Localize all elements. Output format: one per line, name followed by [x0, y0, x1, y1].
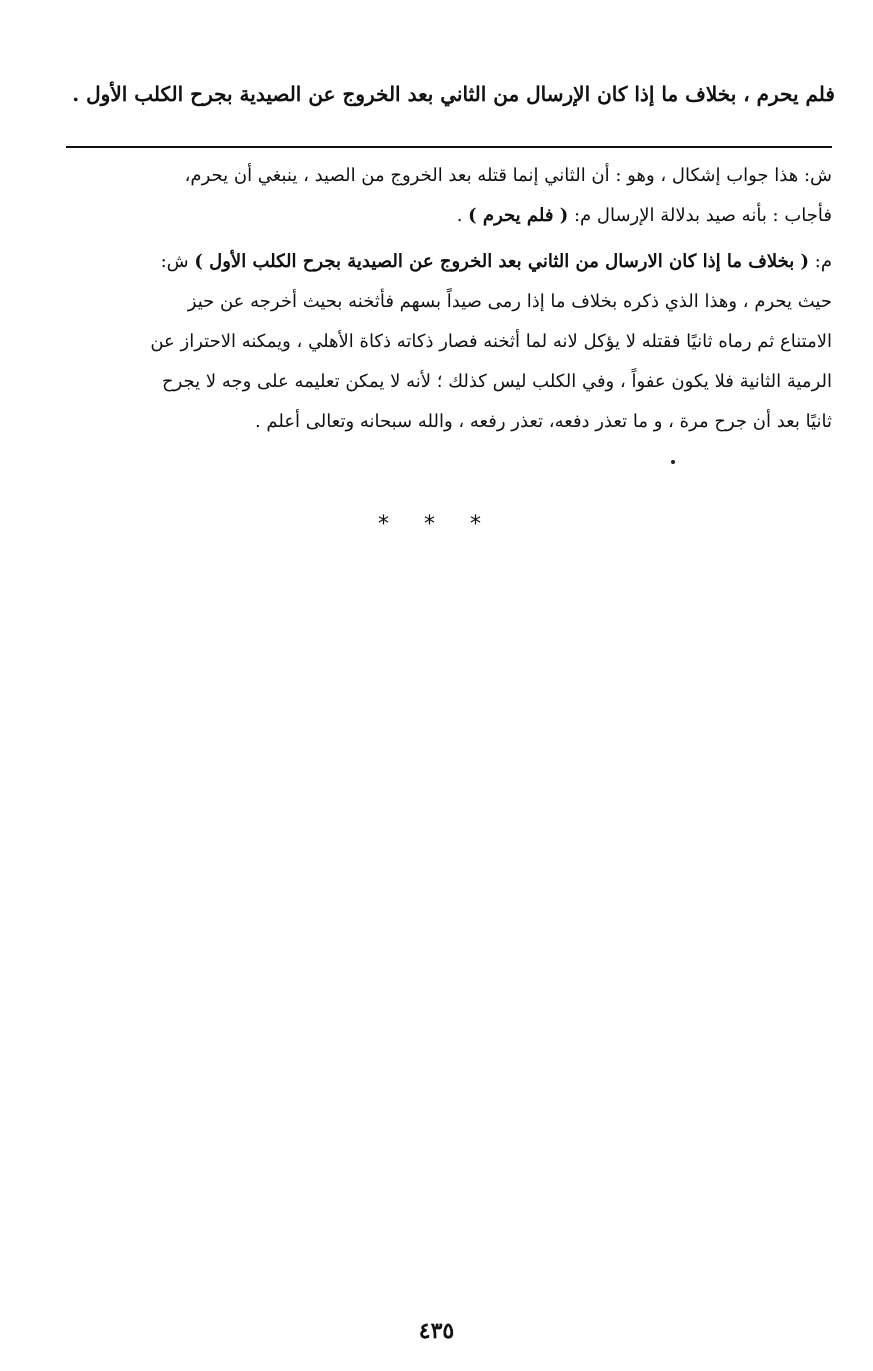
- main-text-line: فلم يحرم ، بخلاف ما إذا كان الإرسال من الثاني بعد الخروج عن الصيدية بجرح الكلب الأول .: [72, 82, 835, 106]
- commentary-line: [64, 196, 832, 236]
- commentary-line: الرمية الثانية فلا يكون عفواً ، وفي الكلب ليس كذلك ؛ لأنه لا يمكن تعليمه على وجه لا يجرح: [161, 371, 832, 392]
- commentary-line: حيث يحرم ، وهذا الذي ذكره بخلاف ما إذا رمى صيداً بسهم فأثخنه بحيث أخرجه عن حيز: [187, 291, 832, 312]
- commentary-paragraph-1: [64, 156, 832, 236]
- quoted-matn: ( بخلاف ما إذا كان الارسال من الثاني بعد الخروج عن الصيدية بجرح الكلب الأول ): [194, 251, 810, 272]
- commentary-line: الامتناع ثم رماه ثانيًا فقتله لا يؤكل لانه لما أثخنه فصار ذكاته ذكاة الأهلي ، ويمكنه الاحتراز عن: [150, 331, 832, 352]
- commentary-text: فأجاب : بأنه صيد بدلالة الإرسال م:: [568, 205, 832, 226]
- commentary-text: ش:: [160, 251, 195, 272]
- commentary-block: [64, 156, 832, 442]
- commentary-text: .: [456, 205, 469, 226]
- commentary-line: ش: هذا جواب إشكال ، وهو : أن الثاني إنما قتله بعد الخروج من الصيد ، ينبغي أن يحرم،: [184, 165, 832, 186]
- page-number: ٤٣٥: [418, 1318, 455, 1344]
- commentary-paragraph-2: [64, 242, 832, 442]
- footnote-divider: [66, 146, 832, 148]
- section-separator: * * *: [378, 512, 495, 537]
- commentary-line: [64, 242, 832, 282]
- stray-dot: [671, 460, 675, 464]
- commentary-line: ثانيًا بعد أن جرح مرة ، و ما تعذر دفعه، تعذر رفعه ، والله سبحانه وتعالى أعلم .: [254, 411, 832, 432]
- quoted-matn: ( فلم يحرم ): [468, 205, 569, 226]
- commentary-text: م:: [809, 251, 832, 272]
